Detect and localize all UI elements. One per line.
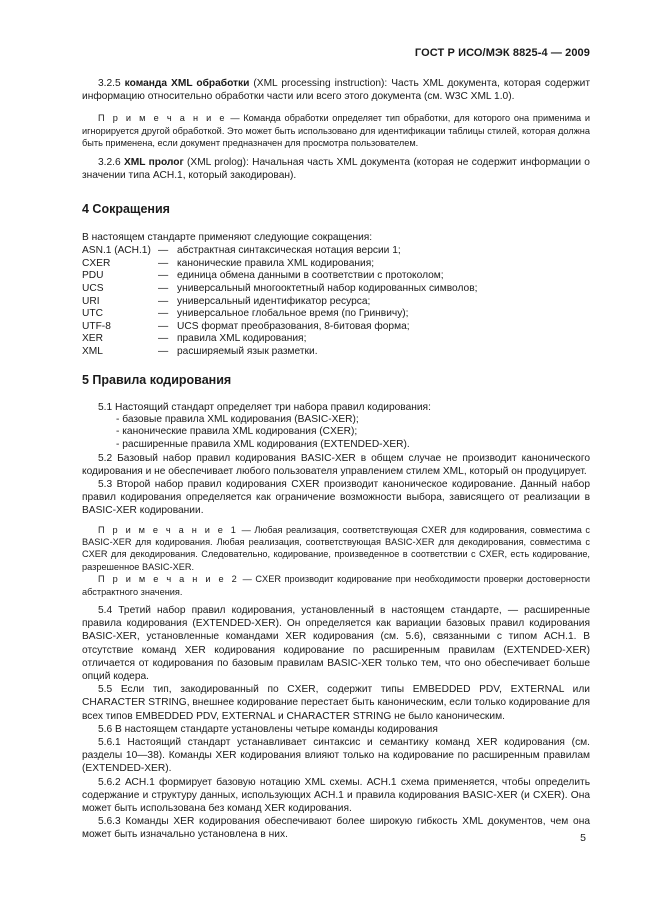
note-label: П р и м е ч а н и е <box>98 113 227 124</box>
term-processing-instruction: команда XML обработки <box>124 78 250 89</box>
abbreviation-row: UTF-8 — UCS формат преобразования, 8-битовая форма; <box>82 320 410 332</box>
list-item: - расширенные правила XML кодирования (EXTENDED-XER). <box>116 438 410 450</box>
list-item: - базовые правила XML кодирования (BASIC-XER); <box>116 413 359 425</box>
clause-5-3: 5.3 Второй набор правил кодирования CXER производит каноническое кодирование. Данный набор правил кодирования определяется как ограничение возможности выбора, зависящего от реализации в BASIC-XER кодировании. <box>82 478 590 517</box>
clause-5-2: 5.2 Базовый набор правил кодирования BASIC-XER в общем случае не производит канонического кодирования и не обеспечивает любого пользователя управлением стилем XML, который он продуцирует. <box>82 452 590 477</box>
section-5-heading: 5 Правила кодирования <box>82 372 232 387</box>
abbreviations-intro: В настоящем стандарте применяют следующие сокращения: <box>82 232 373 244</box>
clause-3-2-5: 3.2.5 команда XML обработки (XML processing instruction): Часть XML документа, которая содержит информацию относительно обработки части или всего этого документа (см. W3C XML 1.0). <box>82 78 590 103</box>
abbreviation-row: UCS — универсальный многооктетный набор кодированных символов; <box>82 283 478 295</box>
clause-5-1: 5.1 Настоящий стандарт определяет три набора правил кодирования: <box>98 401 431 413</box>
note-processing-instruction: П р и м е ч а н и е — Команда обработки определяет тип обработки, для которого она применима и игнорируется другой обработкой. Это может быть использовано для идентификации таблицы стилей, которая должна быть применена, если документ предназначен для просмотра пользователем. <box>82 113 590 149</box>
clause-5-6-3: 5.6.3 Команды XER кодирования обеспечивают более широкую гибкость XML документов, чем она может быть изначально установлена в них. <box>82 816 590 841</box>
abbreviation-row: XER — правила XML кодирования; <box>82 333 307 345</box>
abbreviation-row: ASN.1 (АСН.1) — абстрактная синтаксическая нотация версии 1; <box>82 245 401 257</box>
abbreviation-row: URI — универсальный идентификатор ресурса; <box>82 295 371 307</box>
abbreviation-row: PDU — единица обмена данными в соответствии с протоколом; <box>82 270 444 282</box>
clause-5-5: 5.5 Если тип, закодированный по CXER, содержит типы EMBEDDED PDV, EXTERNAL или CHARACTER STRING, внешнее кодирование перестает быть каноническим, если только кодирование для всех типов EMBEDDED PDV, EXTERNAL и CHARACTER STRING не было каноническим. <box>82 684 590 722</box>
abbreviation-row: CXER — канонические правила XML кодирования; <box>82 257 375 269</box>
document-body <box>82 77 590 842</box>
clause-3-2-6: 3.2.6 XML пролог (XML prolog): Начальная часть XML документа (которая не содержит информации о значении типа АСН.1, который закодирован). <box>82 156 590 181</box>
page-number: 5 <box>580 832 586 844</box>
abbreviations-table <box>82 245 477 358</box>
note-1: П р и м е ч а н и е 1 — Любая реализация, соответствующая CXER для кодирования, совместима с BASIC-XER для кодирования. Любая реализация, соответствующая BASIC-XER для декодирования, совместима с CXER для декодирования. Следовательно, кодирование, произведенное в соответствии с CXER, есть кодирование, разрешенное BASIC-XER. <box>82 524 590 572</box>
note-label: П р и м е ч а н и е 1 <box>98 524 239 535</box>
note-label: П р и м е ч а н и е 2 <box>98 574 239 585</box>
clause-5-6: 5.6 В настоящем стандарте установлены четыре команды кодирования <box>98 723 438 735</box>
abbreviation-row: XML — расширяемый язык разметки. <box>82 345 318 357</box>
clause-5-6-2: 5.6.2 АСН.1 формирует базовую нотацию XML схемы. АСН.1 схема применяется, чтобы определить содержание и структуру данных, использующих АСН.1 и правила кодирования BASIC-XER (и CXER). Она может быть использована без команд XER кодирования. <box>82 776 590 815</box>
note-2: П р и м е ч а н и е 2 — CXER производит кодирование при необходимости проверки достоверности абстрактного значения. <box>82 574 590 597</box>
term-xml-prolog: XML пролог <box>123 156 184 168</box>
section-4-heading: 4 Сокращения <box>82 202 170 217</box>
clause-5-6-1: 5.6.1 Настоящий стандарт устанавливает синтаксис и семантику команд XER кодирования (см. разделы 10—38). Команды XER кодирования влияют только на кодирование по расширенным правилам (EXTENDED-XER). <box>82 737 590 775</box>
list-item: - канонические правила XML кодирования (CXER); <box>116 426 358 438</box>
clause-5-4: 5.4 Третий набор правил кодирования, установленный в настоящем стандарте, — расширенные правила кодирования (EXTENDED-XER). Он определяется как вариации базовых правил кодирования BASIC-XER, установленные командами XER кодирования (см. 5.6), связанными с типом АСН.1. В отсутствие команд XER кодирования кодирование по расширенным правилам (EXTENDED-XER) отличается от кодирования по базовым правилам BASIC-XER только тем, что оно обеспечивает больше опций кодера. <box>82 605 590 683</box>
abbreviation-row: UTC — универсальное глобальное время (по Гринвичу); <box>82 308 409 320</box>
document-header: ГОСТ Р ИСО/МЭК 8825-4 — 2009 <box>414 47 590 59</box>
